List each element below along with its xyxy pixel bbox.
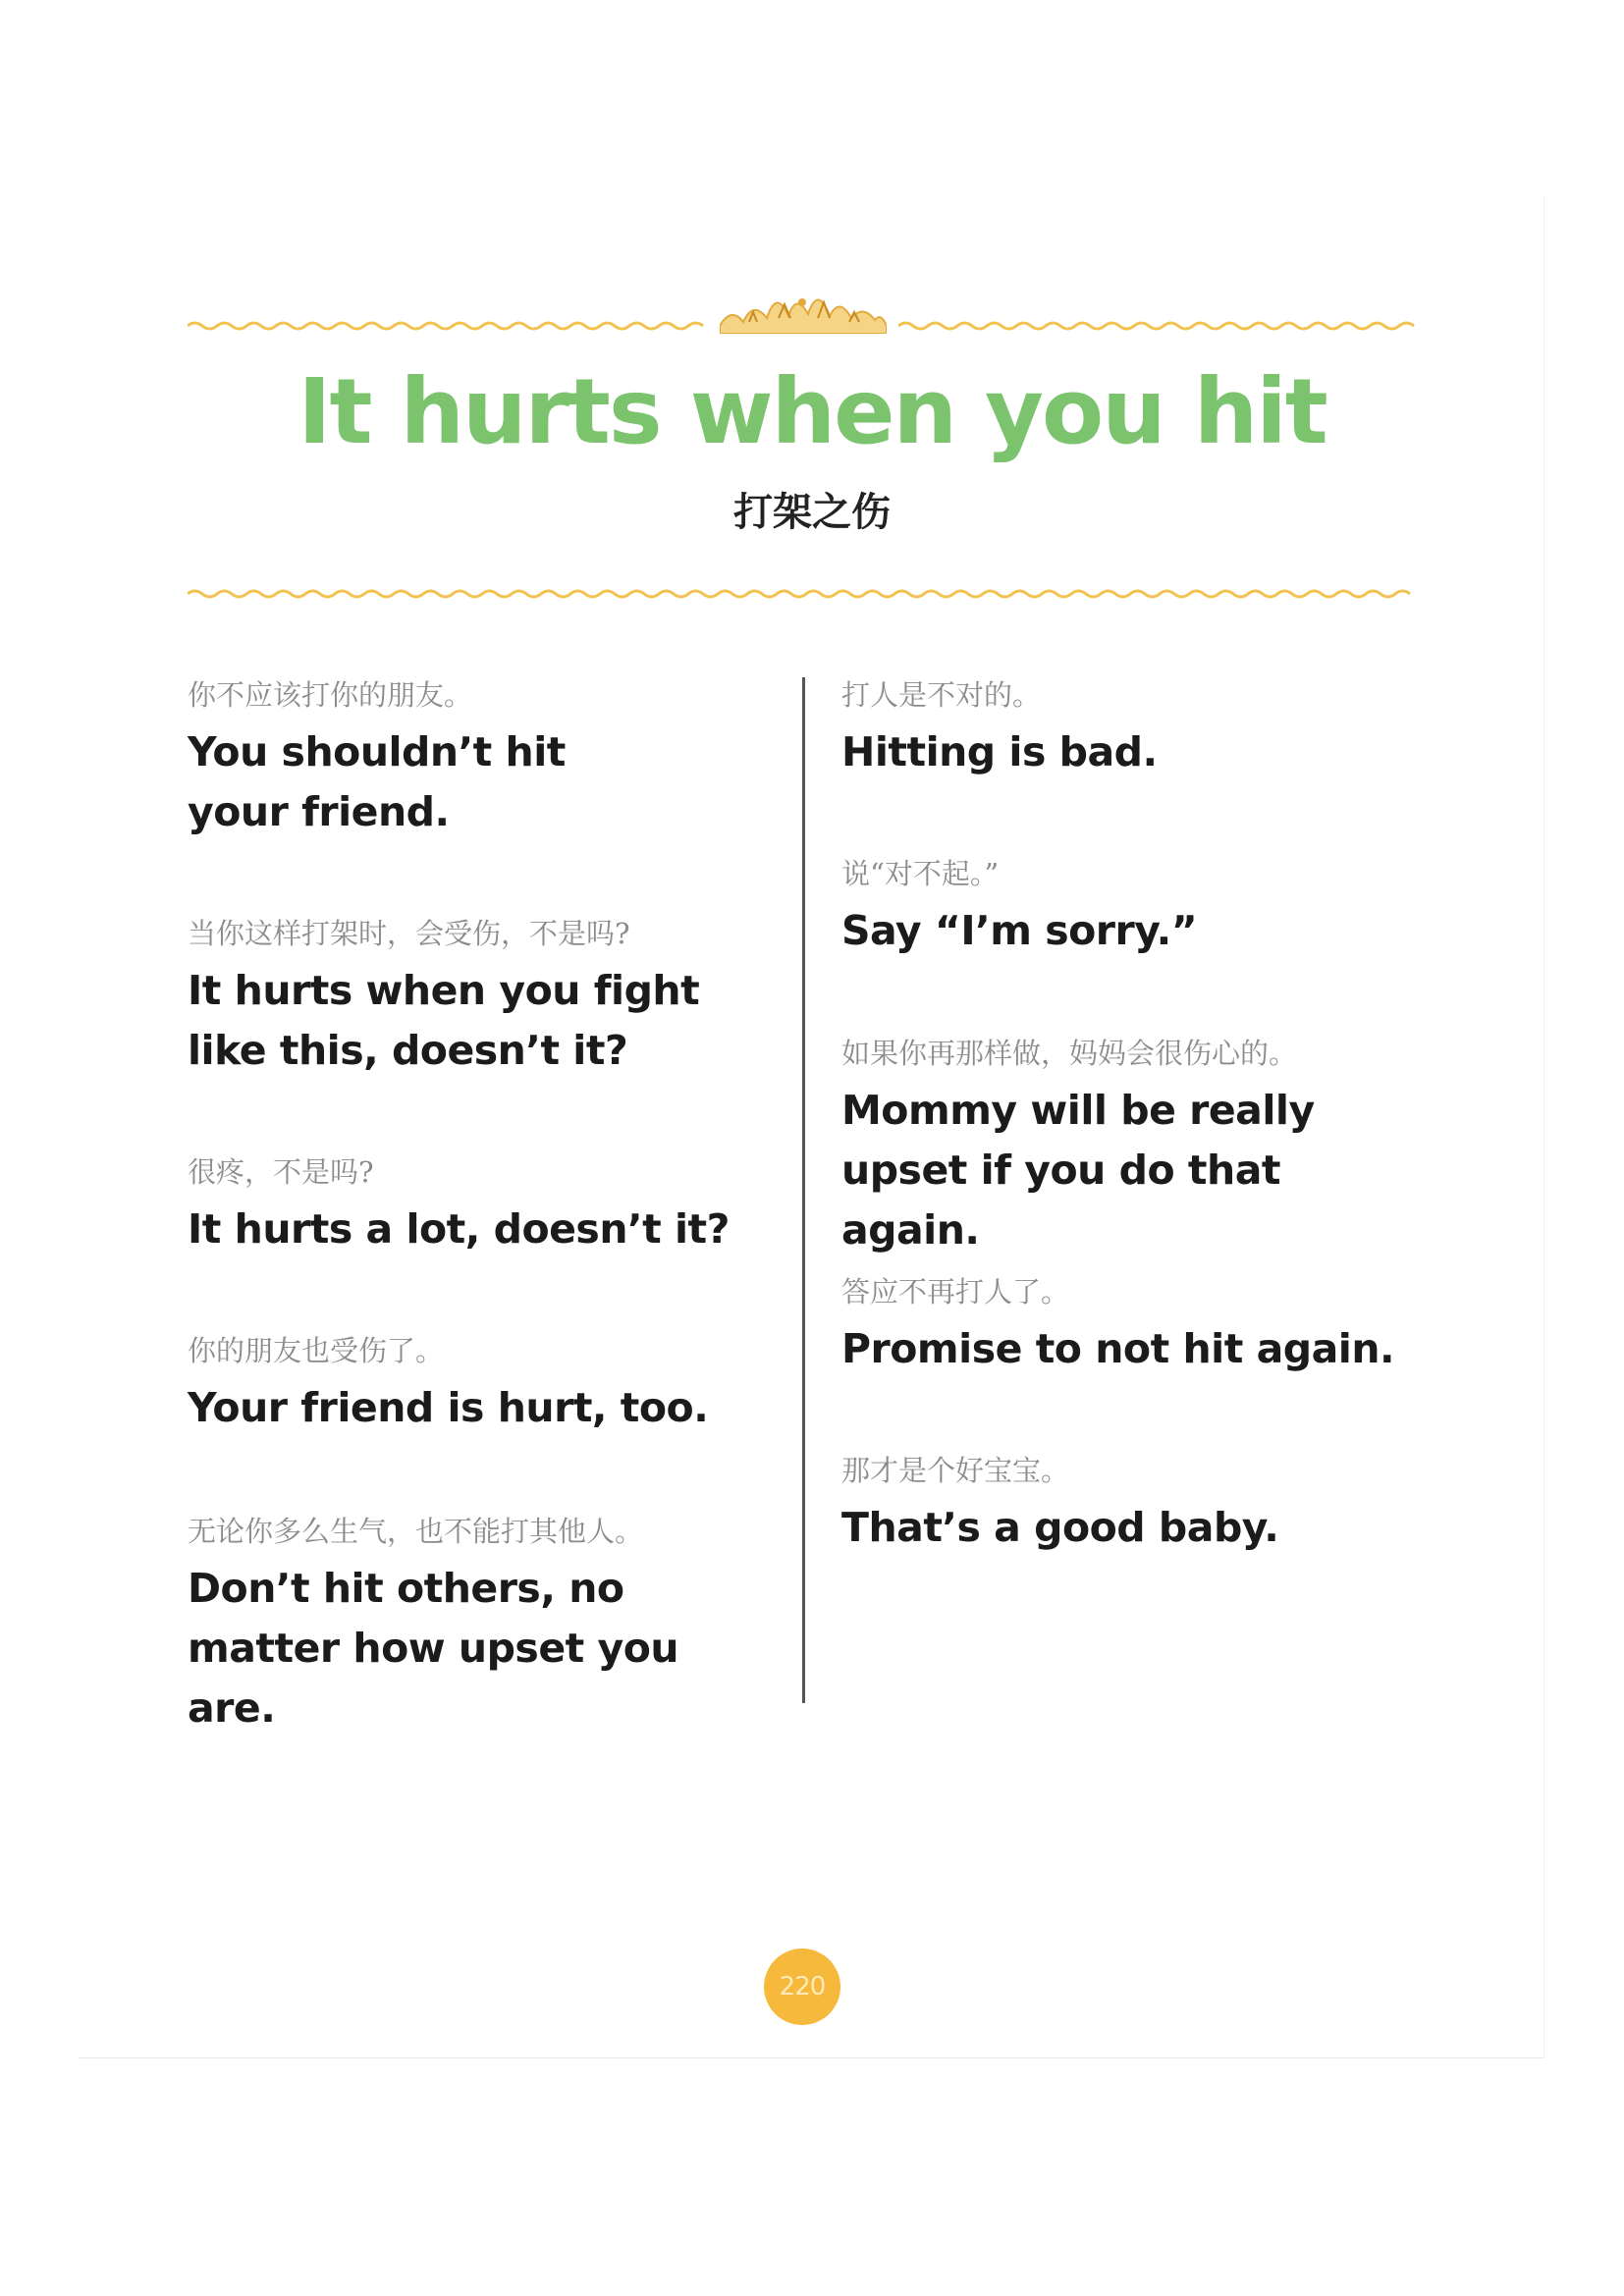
chinese-phrase: 打人是不对的。 (841, 678, 1042, 712)
chinese-phrase: 你的朋友也受伤了。 (188, 1334, 445, 1367)
phrase-item (188, 1331, 777, 1438)
phrase-item (841, 1272, 1431, 1379)
header-bottom-wave (188, 587, 1424, 601)
chinese-phrase: 说“对不起。” (841, 857, 1000, 890)
english-phrase: Hitting is bad. (841, 728, 1158, 775)
english-phrase: It hurts a lot, doesn’t it? (188, 1205, 730, 1253)
phrase-item (188, 914, 777, 1081)
english-phrase: Don’t hit others, no matter how upset you are. (188, 1565, 679, 1732)
chinese-phrase: 无论你多么生气，也不能打其他人。 (188, 1515, 644, 1548)
phrase-item (841, 1034, 1431, 1260)
chinese-phrase: 那才是个好宝宝。 (841, 1454, 1070, 1487)
phrase-item (188, 675, 777, 842)
phrase-item (188, 1152, 777, 1259)
english-phrase: That’s a good baby. (841, 1504, 1279, 1551)
english-phrase: Promise to not hit again. (841, 1325, 1395, 1372)
english-phrase: Your friend is hurt, too. (188, 1384, 709, 1431)
english-phrase: Say “I’m sorry.” (841, 907, 1198, 954)
chinese-phrase: 你不应该打你的朋友。 (188, 678, 473, 712)
chinese-phrase: 很疼，不是吗? (188, 1155, 374, 1189)
top-wave-right (898, 319, 1424, 333)
top-wave-left (188, 319, 708, 333)
phrase-item (188, 1512, 777, 1738)
phrase-item (841, 675, 1431, 782)
chinese-phrase: 答应不再打人了。 (841, 1275, 1070, 1308)
chinese-phrase: 当你这样打架时，会受伤，不是吗? (188, 917, 630, 950)
english-phrase: Mommy will be really upset if you do that again. (841, 1087, 1315, 1254)
page-subtitle: 打架之伤 (733, 490, 891, 535)
english-phrase: You shouldn’t hit your friend. (188, 728, 566, 835)
page-number-badge: 220 (764, 1949, 840, 2025)
page-title: It hurts when you hit (298, 359, 1326, 464)
phrase-item (841, 854, 1431, 961)
hills-illustration (720, 283, 887, 334)
phrase-item (841, 1451, 1431, 1558)
chinese-phrase: 如果你再那样做，妈妈会很伤心的。 (841, 1037, 1298, 1070)
english-phrase: It hurts when you fight like this, doesn’t it? (188, 967, 700, 1074)
column-divider (802, 677, 805, 1703)
